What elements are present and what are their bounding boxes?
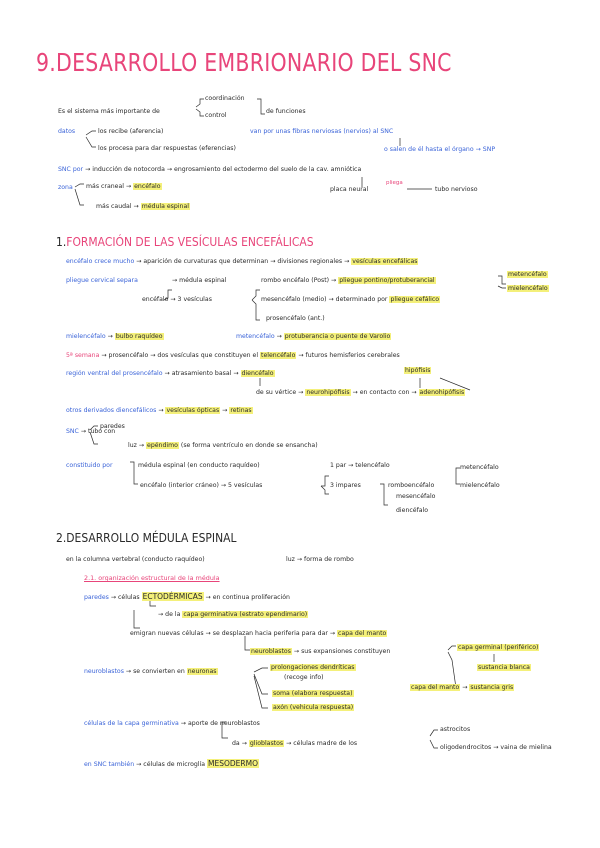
s1-line1: encéfalo crece mucho → aparición de curvaturas que determinan → divisiones regionales → vesículas encefálicas bbox=[66, 258, 418, 265]
luz-ependimo-label: luz → epéndimo (se forma ventrículo en donde se ensancha) bbox=[128, 442, 318, 449]
snc-por-label: SNC por → inducción de notocorda → engrosamiento del ectodermo del suelo de la cav. amniótica bbox=[58, 166, 362, 173]
oligo-label: oligodendrocitos → vaina de mielina bbox=[440, 744, 552, 751]
pliegue-cervical-label: pliegue cervical separa bbox=[66, 277, 138, 284]
intro-line: Es el sistema más importante de bbox=[58, 108, 160, 115]
vertice-label: de su vértice → neurohipófisis → en contacto con → adenohipófisis bbox=[256, 389, 465, 396]
region-ventral-label: región ventral del prosencéfalo → atrasamiento basal → diencéfalo bbox=[66, 370, 274, 377]
semana-label: 5ª semana → prosencéfalo → dos vesículas que constituyen el telencéfalo → futuros hemisferios cerebrales bbox=[66, 352, 400, 359]
metencefalo-protub-label: metencéfalo → protuberancia o puente de Varolio bbox=[236, 333, 391, 340]
pliegue-label: pliega bbox=[386, 180, 403, 186]
medula-conducto-label: médula espinal (en conducto raquídeo) bbox=[138, 462, 260, 469]
mielen-b-label: mielencéfalo bbox=[460, 482, 500, 489]
mesen-b-label: mesencéfalo bbox=[396, 493, 436, 500]
snc-tambien-label: en SNC también → células de microglía MESODERMO bbox=[84, 759, 259, 768]
capa-manto-label: capa del manto → sustancia gris bbox=[411, 684, 514, 691]
prolongaciones-label: prolongaciones dendríticas bbox=[271, 664, 355, 671]
tubo-nervioso-label: tubo nervioso bbox=[435, 186, 478, 193]
prosencefalo-label: prosencéfalo (ant.) bbox=[266, 315, 325, 322]
constituido-label: constituido por bbox=[66, 462, 113, 469]
recoge-label: (recoge info) bbox=[284, 674, 324, 681]
functions-label: de funciones bbox=[266, 108, 306, 115]
zona-label: zona bbox=[58, 184, 73, 191]
mielencefalo-bulbo-label: mielencéfalo → bulbo raquídeo bbox=[66, 333, 163, 340]
impares-label: 3 impares bbox=[330, 482, 361, 489]
paredes-label: paredes bbox=[100, 423, 125, 430]
snc-tubo-label: SNC → tubo con bbox=[66, 428, 116, 435]
capa-germinativa-label: → de la capa germinativa (estrato ependimario) bbox=[158, 611, 308, 618]
luz-rombo-label: luz → forma de rombo bbox=[286, 556, 354, 563]
otros-derivados-label: otros derivados diencefálicos → vesículas ópticas → retinas bbox=[66, 407, 252, 414]
datos-label: datos bbox=[58, 128, 76, 135]
emigran-label: emigran nuevas células → se desplazan hacia periferia para dar → capa del manto bbox=[130, 630, 387, 637]
astrocitos-label: astrocitos bbox=[440, 726, 471, 733]
axon-label: axón (vehicula respuesta) bbox=[273, 704, 354, 711]
placa-neural-label: placa neural bbox=[330, 186, 369, 193]
paredes-celulas-label: paredes → células ECTODÉRMICAS → en continua proliferación bbox=[84, 592, 290, 601]
celulas-capa-label: células de la capa germinativa → aporte de neuroblastos bbox=[84, 720, 260, 727]
salen-label: o salen de él hasta el órgano → SNP bbox=[384, 146, 496, 153]
capa-germinal-label: capa germinal (periférico) bbox=[458, 644, 539, 651]
mielencefalo-label: mielencéfalo bbox=[508, 285, 548, 292]
encefalo-3-label: encéfalo → 3 vesículas bbox=[142, 296, 212, 303]
columna-label: en la columna vertebral (conducto raquídeo) bbox=[66, 556, 205, 563]
medula-espinal-label: → médula espinal bbox=[172, 277, 227, 284]
dien-b-label: diencéfalo bbox=[396, 507, 429, 514]
section-1-heading: 1.FORMACIÓN DE LAS VESÍCULAS ENCEFÁLICAS bbox=[56, 234, 314, 249]
van-label: van por unas fibras nerviosas (nervios) al SNC bbox=[250, 128, 394, 135]
caudal-label: más caudal → médula espinal bbox=[96, 203, 189, 210]
craneal-label: más craneal → encéfalo bbox=[86, 183, 161, 190]
neuroblastos2-label: neuroblastos → se convierten en neuronas bbox=[84, 668, 217, 675]
par-label: 1 par → telencéfalo bbox=[330, 462, 390, 469]
hipofisis-label: hipófisis bbox=[405, 367, 431, 374]
meten-b-label: metencéfalo bbox=[460, 464, 499, 471]
metencefalo-label: metencéfalo bbox=[508, 271, 547, 278]
subsection-2-1: 2.1. organización estructural de la médula bbox=[84, 574, 220, 582]
section-2-heading: 2.DESARROLLO MÉDULA ESPINAL bbox=[56, 530, 237, 545]
recibe-label: los recibe (aferencia) bbox=[98, 128, 164, 135]
encefalo-interior-label: encéfalo (interior cráneo) → 5 vesículas bbox=[140, 482, 263, 489]
coordination-label: coordinación bbox=[205, 95, 245, 102]
rombo-b-label: romboencéfalo bbox=[388, 482, 435, 489]
mesencefalo-label: mesencéfalo (medio) → determinado por pliegue cefálico bbox=[261, 296, 440, 303]
page-title: 9.DESARROLLO EMBRIONARIO DEL SNC bbox=[36, 48, 452, 77]
glioblastos-label: da → glioblastos → células madre de los bbox=[232, 740, 358, 747]
control-label: control bbox=[205, 112, 227, 119]
neuroblastos-label: neuroblastos → sus expansiones constituyen bbox=[251, 648, 391, 655]
rombo-label: rombo encéfalo (Post) → pliegue pontino/protuberancial bbox=[261, 277, 435, 284]
procesa-label: los procesa para dar respuestas (eferencias) bbox=[98, 145, 236, 152]
sustancia-blanca-label: sustancia blanca bbox=[478, 664, 530, 671]
soma-label: soma (elabora respuesta) bbox=[273, 690, 353, 697]
